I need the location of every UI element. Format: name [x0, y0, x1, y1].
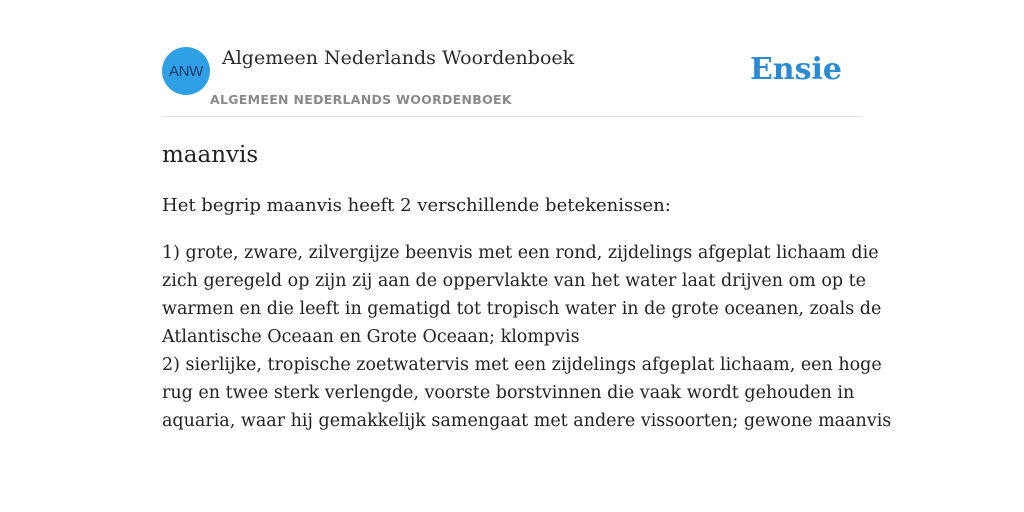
definition-line: zich geregeld op zijn zij aan de oppervlakte van het water laat drijven om op te [162, 271, 867, 291]
ensie-logo-link[interactable]: Ensie [749, 52, 842, 87]
anw-logo[interactable] [162, 47, 210, 95]
definition-line: warmen en die leeft in gematigd tot tropisch water in de grote oceanen, zoals de [162, 299, 882, 319]
definition-line: rug en twee sterk verlengde, voorste borstvinnen die vaak wordt gehouden in [162, 383, 855, 403]
dictionary-header [162, 46, 862, 117]
definition-line: 1) grote, zware, zilvergijze beenvis met een rond, zijdelings afgeplat lichaam die [162, 243, 879, 263]
entry-word: maanvis [162, 142, 259, 168]
definition-line: aquaria, waar hij gemakkelijk samengaat met andere vissoorten; gewone maanvis [162, 411, 892, 431]
entry-intro: Het begrip maanvis heeft 2 verschillende betekenissen: [162, 195, 671, 216]
logo-text: ANW [168, 62, 204, 80]
definition-line: 2) sierlijke, tropische zoetwatervis met een zijdelings afgeplat lichaam, een hoge [162, 355, 882, 375]
definition-line: Atlantische Oceaan en Grote Oceaan; klompvis [162, 327, 580, 347]
source-title[interactable]: Algemeen Nederlands Woordenboek [222, 47, 575, 69]
definition-list [162, 239, 892, 435]
source-subtitle: ALGEMEEN NEDERLANDS WOORDENBOEK [210, 92, 512, 107]
